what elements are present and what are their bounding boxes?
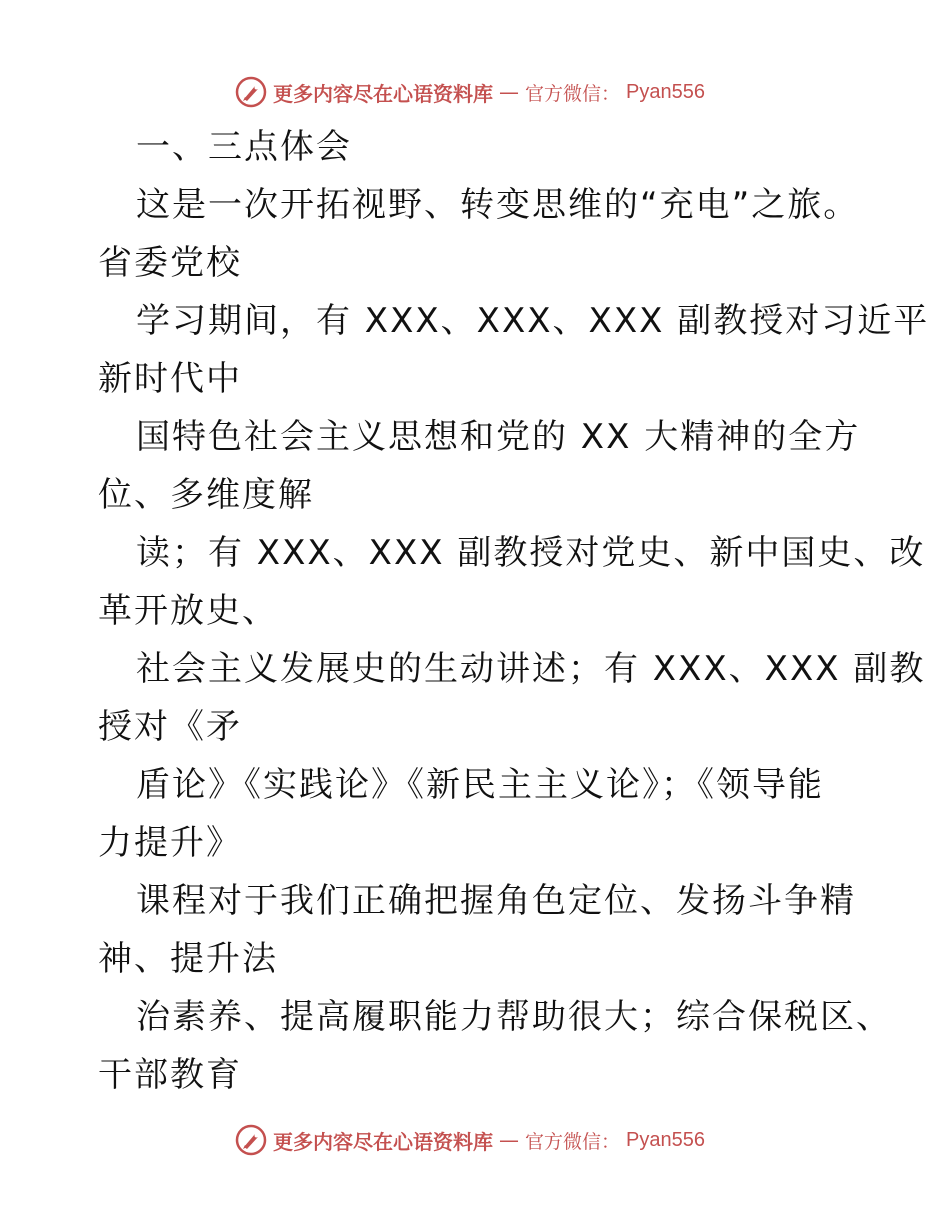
paragraph-line: 干部教育	[98, 1055, 242, 1095]
paragraph-line: 学习期间，有 XXX、XXX、XXX 副教授对习近平	[136, 301, 930, 341]
paragraph-line: 治素养、提高履职能力帮助很大；综合保税区、	[136, 997, 892, 1037]
watermark-sub-text: 官方微信：	[525, 1130, 621, 1153]
paragraph-line: 盾论》《实践论》《新民主主义论》；《领导能	[136, 765, 824, 805]
paragraph-line: 国特色社会主义思想和党的 XX 大精神的全方	[136, 417, 861, 457]
footer-watermark	[235, 1120, 705, 1160]
paragraph-line: 读；有 XXX、XXX 副教授对党史、新中国史、改	[136, 533, 926, 573]
watermark-wechat-id: Pyan556	[626, 80, 705, 103]
paragraph-line: 这是一次开拓视野、转变思维的“充电”之旅。	[136, 185, 860, 225]
paragraph-line: 神、提升法	[98, 939, 278, 979]
header-watermark	[235, 72, 705, 112]
watermark-sub-text: 官方微信：	[525, 82, 621, 105]
document-body	[98, 118, 930, 1104]
paragraph-line: 新时代中	[98, 359, 242, 399]
paragraph-line: 社会主义发展史的生动讲述；有 XXX、XXX 副教	[136, 649, 926, 689]
section-heading: 一、三点体会	[136, 127, 352, 167]
paragraph-line: 授对《矛	[98, 707, 242, 747]
watermark-dash: —	[499, 80, 519, 104]
paragraph-line: 位、多维度解	[98, 475, 314, 515]
pen-logo-icon	[235, 1124, 267, 1156]
watermark-main-text: 更多内容尽在心语资料库	[273, 81, 493, 106]
watermark-wechat-id: Pyan556	[626, 1128, 705, 1151]
paragraph-line: 省委党校	[98, 243, 242, 283]
watermark-dash: —	[499, 1128, 519, 1152]
pen-logo-icon	[235, 76, 267, 108]
paragraph-line: 课程对于我们正确把握角色定位、发扬斗争精	[136, 881, 856, 921]
paragraph-line: 革开放史、	[98, 591, 278, 631]
watermark-main-text: 更多内容尽在心语资料库	[273, 1129, 493, 1154]
paragraph-line: 力提升》	[98, 823, 242, 863]
